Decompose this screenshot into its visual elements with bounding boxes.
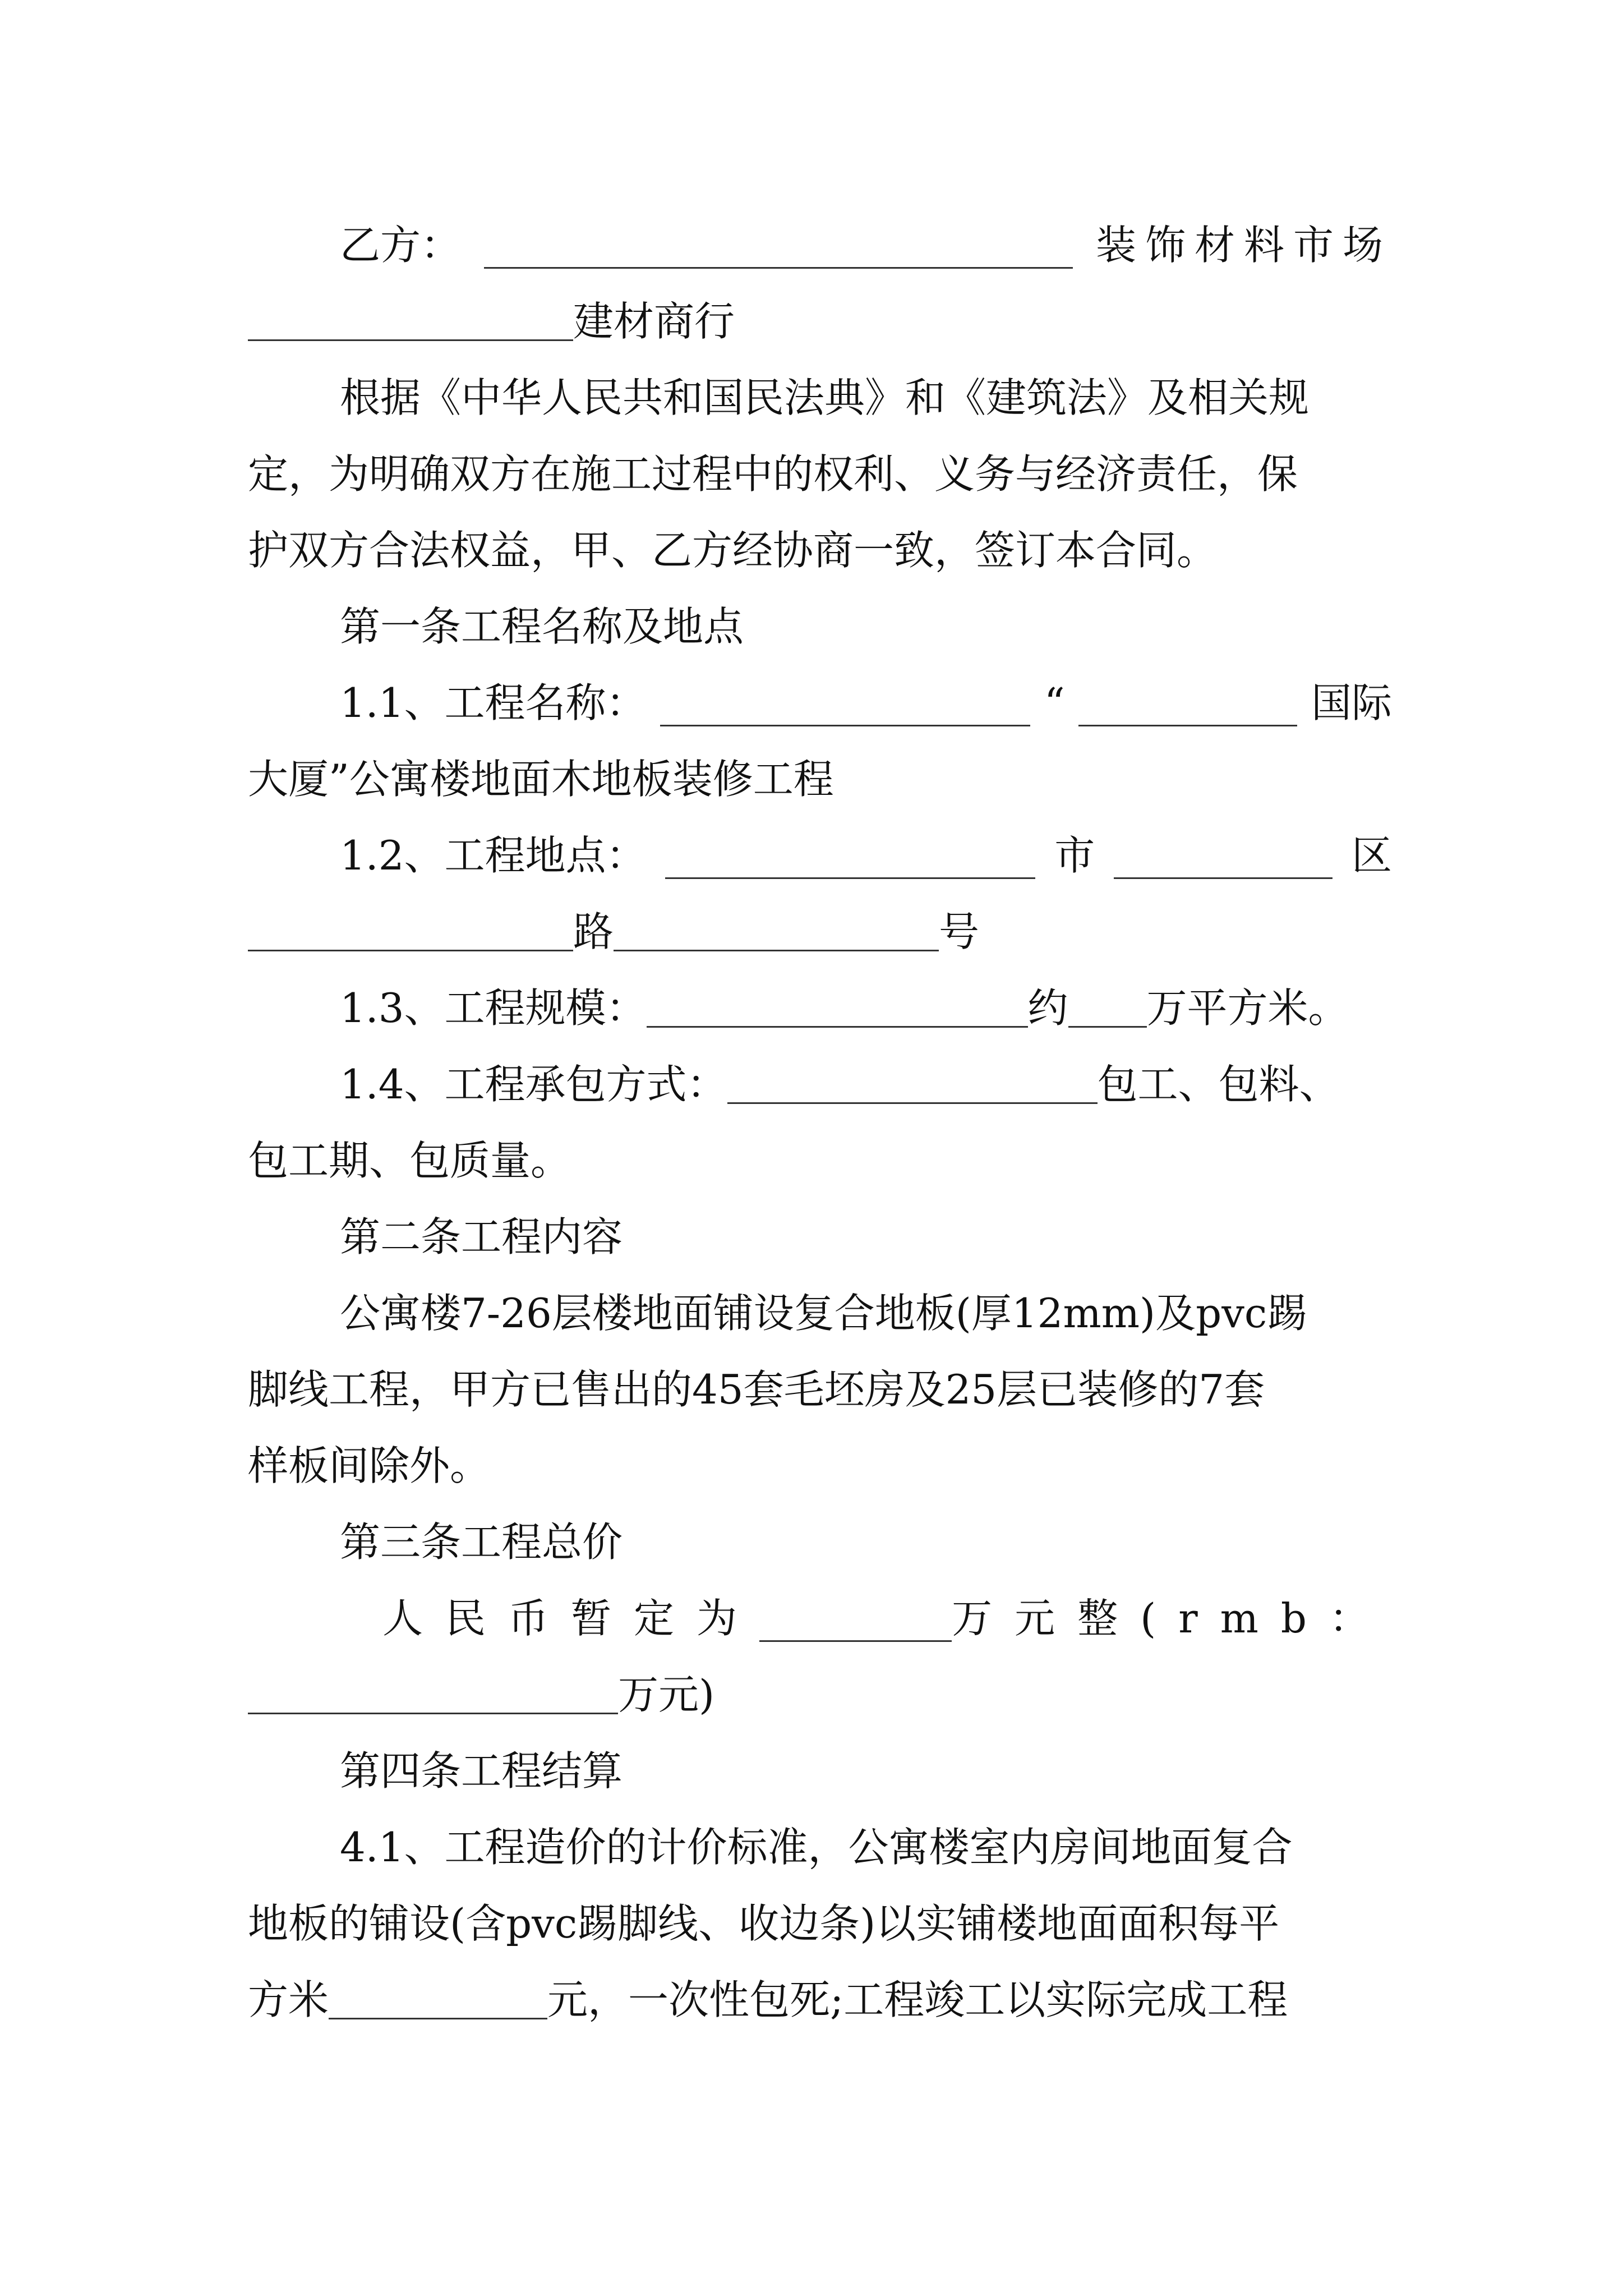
rmb-unit-text: 万元) — [618, 1671, 715, 1718]
party-b-line-2 — [248, 285, 1392, 358]
number-text: 号 — [939, 908, 980, 955]
article-4-heading: 第四条工程结算 — [340, 1747, 623, 1795]
project-name-line-2: 大厦”公寓楼地面木地板装修工程 — [248, 756, 834, 803]
district-blank — [1114, 832, 1332, 879]
unit-price-blank — [329, 1973, 547, 2019]
contract-mode-line — [248, 1048, 1392, 1121]
total-price-line — [248, 1582, 1392, 1655]
city-text: 市 — [1054, 832, 1095, 879]
project-location-line — [248, 819, 1392, 892]
total-price-unit: 万元整(rmb： — [952, 1595, 1392, 1642]
number-blank — [614, 905, 939, 951]
project-location-label: 1.2、工程地点： — [340, 832, 647, 879]
project-scale-line — [248, 972, 1392, 1045]
settlement-line-2: 地板的铺设(含pvc踢脚线、收边条)以实铺楼地面面积每平 — [248, 1900, 1280, 1947]
contract-mode-line-2: 包工期、包质量。 — [248, 1137, 571, 1184]
area-unit-text: 万平方米。 — [1146, 984, 1349, 1032]
settlement-line-3 — [248, 1963, 1392, 2036]
contract-mode-blank — [727, 1057, 1098, 1104]
article-3-heading: 第三条工程总价 — [340, 1519, 623, 1566]
contract-mode-text: 包工、包料、 — [1097, 1061, 1340, 1108]
rmb-amount-blank — [248, 1668, 618, 1714]
content-line-1: 公寓楼7-26层楼地面铺设复合地板(厚12mm)及pvc踢 — [340, 1290, 1308, 1337]
article-1-heading: 第一条工程名称及地点 — [340, 603, 744, 650]
settlement-text: 元，一次性包死;工程竣工以实际完成工程 — [547, 1976, 1288, 2023]
content-line-3: 样板间除外。 — [248, 1442, 491, 1489]
project-name-blank-2 — [1078, 680, 1297, 726]
party-b-market: 装饰材料市场 — [1095, 222, 1392, 269]
store-suffix: 建材商行 — [573, 298, 735, 345]
party-b-line — [248, 209, 1392, 282]
open-quote: “ — [1044, 679, 1065, 726]
project-scale-label: 1.3、工程规模： — [340, 984, 647, 1032]
international-text: 国际 — [1311, 679, 1392, 726]
project-name-label: 1.1、工程名称： — [340, 679, 647, 726]
per-sqm-text: 方米 — [248, 1976, 329, 2023]
total-price-line-2 — [248, 1658, 1392, 1731]
road-blank — [248, 905, 573, 951]
party-b-name-blank — [484, 222, 1073, 269]
preamble-line-3: 护双方合法权益，甲、乙方经协商一致，签订本合同。 — [248, 527, 1218, 574]
preamble-line-2: 定，为明确双方在施工过程中的权利、义务与经济责任，保 — [248, 450, 1298, 498]
approx-text: 约 — [1027, 984, 1068, 1032]
scale-blank-2 — [1068, 981, 1147, 1028]
scale-blank-1 — [647, 981, 1028, 1028]
project-name-blank-1 — [660, 680, 1030, 726]
preamble-line-1: 根据《中华人民共和国民法典》和《建筑法》及相关规 — [340, 374, 1310, 421]
contract-mode-label: 1.4、工程承包方式： — [340, 1061, 727, 1108]
party-b-label: 乙方： — [340, 222, 462, 269]
city-blank — [665, 832, 1035, 879]
article-2-heading: 第二条工程内容 — [340, 1213, 623, 1260]
content-line-2: 脚线工程，甲方已售出的45套毛坯房及25层已装修的7套 — [248, 1366, 1265, 1413]
total-price-label: 人民币暂定为 — [382, 1595, 760, 1642]
project-name-line — [248, 666, 1392, 739]
road-text: 路 — [573, 908, 614, 955]
district-text: 区 — [1351, 832, 1392, 879]
settlement-line-1: 4.1、工程造价的计价标准，公寓楼室内房间地面复合 — [340, 1824, 1293, 1871]
total-price-blank — [759, 1595, 952, 1642]
project-location-line-2 — [248, 895, 1392, 968]
store-name-blank — [248, 295, 573, 341]
